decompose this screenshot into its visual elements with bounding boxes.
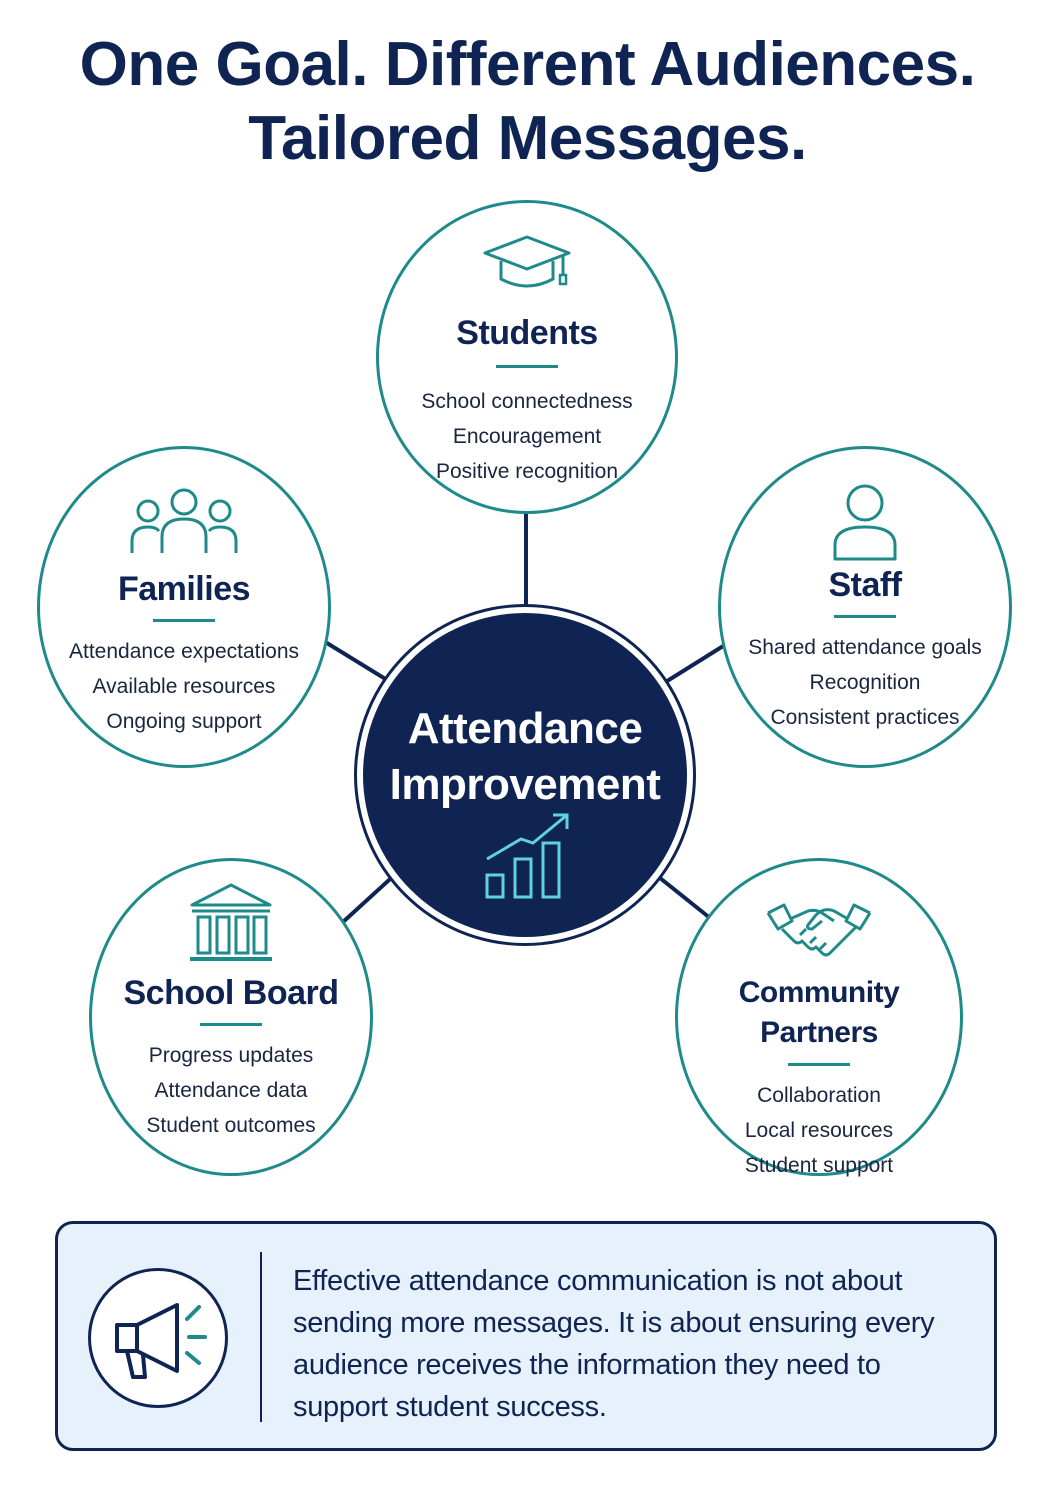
connector-school-board	[343, 870, 400, 922]
staff-divider	[834, 615, 896, 618]
list-item: Available resources	[92, 675, 276, 698]
node-school-board	[89, 858, 373, 1176]
community-partners-items	[678, 1078, 960, 1183]
students-divider	[496, 365, 558, 368]
megaphone-badge	[88, 1268, 228, 1408]
list-item: Encouragement	[452, 425, 602, 448]
family-group-icon	[128, 487, 240, 557]
list-item: Attendance data	[154, 1079, 308, 1102]
connector-community-partners	[650, 870, 710, 918]
list-item: Student support	[744, 1154, 894, 1177]
center-title-line-1: Attendance	[407, 704, 643, 753]
callout-divider	[260, 1252, 262, 1422]
callout-message: Effective attendance communication is not about sending more messages. It is about ensuring every audience receives the information they need to support student success.	[293, 1265, 935, 1423]
graduation-cap-icon	[477, 231, 577, 295]
list-item: Ongoing support	[106, 710, 262, 733]
title-line-2: Tailored Messages.	[248, 104, 807, 173]
person-icon	[830, 483, 900, 563]
community-partners-divider	[788, 1063, 850, 1066]
staff-label: Staff	[828, 566, 902, 604]
node-staff	[718, 446, 1012, 768]
list-item: Positive recognition	[435, 460, 619, 483]
connector-staff	[664, 643, 728, 683]
students-items	[379, 384, 675, 489]
list-item: Shared attendance goals	[748, 636, 982, 659]
school-board-label: School Board	[123, 974, 339, 1012]
community-partners-label: Community Partners	[738, 976, 900, 1049]
families-items	[40, 634, 328, 739]
families-label: Families	[117, 570, 251, 608]
node-community-partners	[675, 858, 963, 1176]
center-title-line-2: Improvement	[389, 760, 661, 809]
center-hub	[363, 613, 687, 937]
list-item: Collaboration	[757, 1084, 881, 1107]
connector-families	[322, 640, 392, 683]
students-label: Students	[456, 314, 598, 352]
list-item: Recognition	[809, 671, 921, 694]
school-board-divider	[200, 1023, 262, 1026]
bar-chart-growth-icon	[481, 809, 573, 905]
school-board-items	[92, 1038, 370, 1143]
megaphone-icon	[103, 1285, 215, 1393]
list-item: Attendance expectations	[69, 640, 299, 663]
center-title	[363, 701, 687, 813]
key-message-callout	[55, 1221, 997, 1451]
list-item: Student outcomes	[146, 1114, 316, 1137]
list-item: Progress updates	[148, 1044, 314, 1067]
list-item: Consistent practices	[770, 706, 960, 729]
handshake-icon	[764, 897, 874, 967]
node-families	[37, 446, 331, 768]
government-building-icon	[186, 881, 276, 967]
list-item: School connectedness	[421, 390, 633, 413]
list-item: Local resources	[744, 1119, 894, 1142]
title-line-1: One Goal. Different Audiences.	[79, 30, 976, 99]
staff-items	[721, 630, 1009, 735]
families-divider	[153, 619, 215, 622]
node-students	[376, 200, 678, 514]
